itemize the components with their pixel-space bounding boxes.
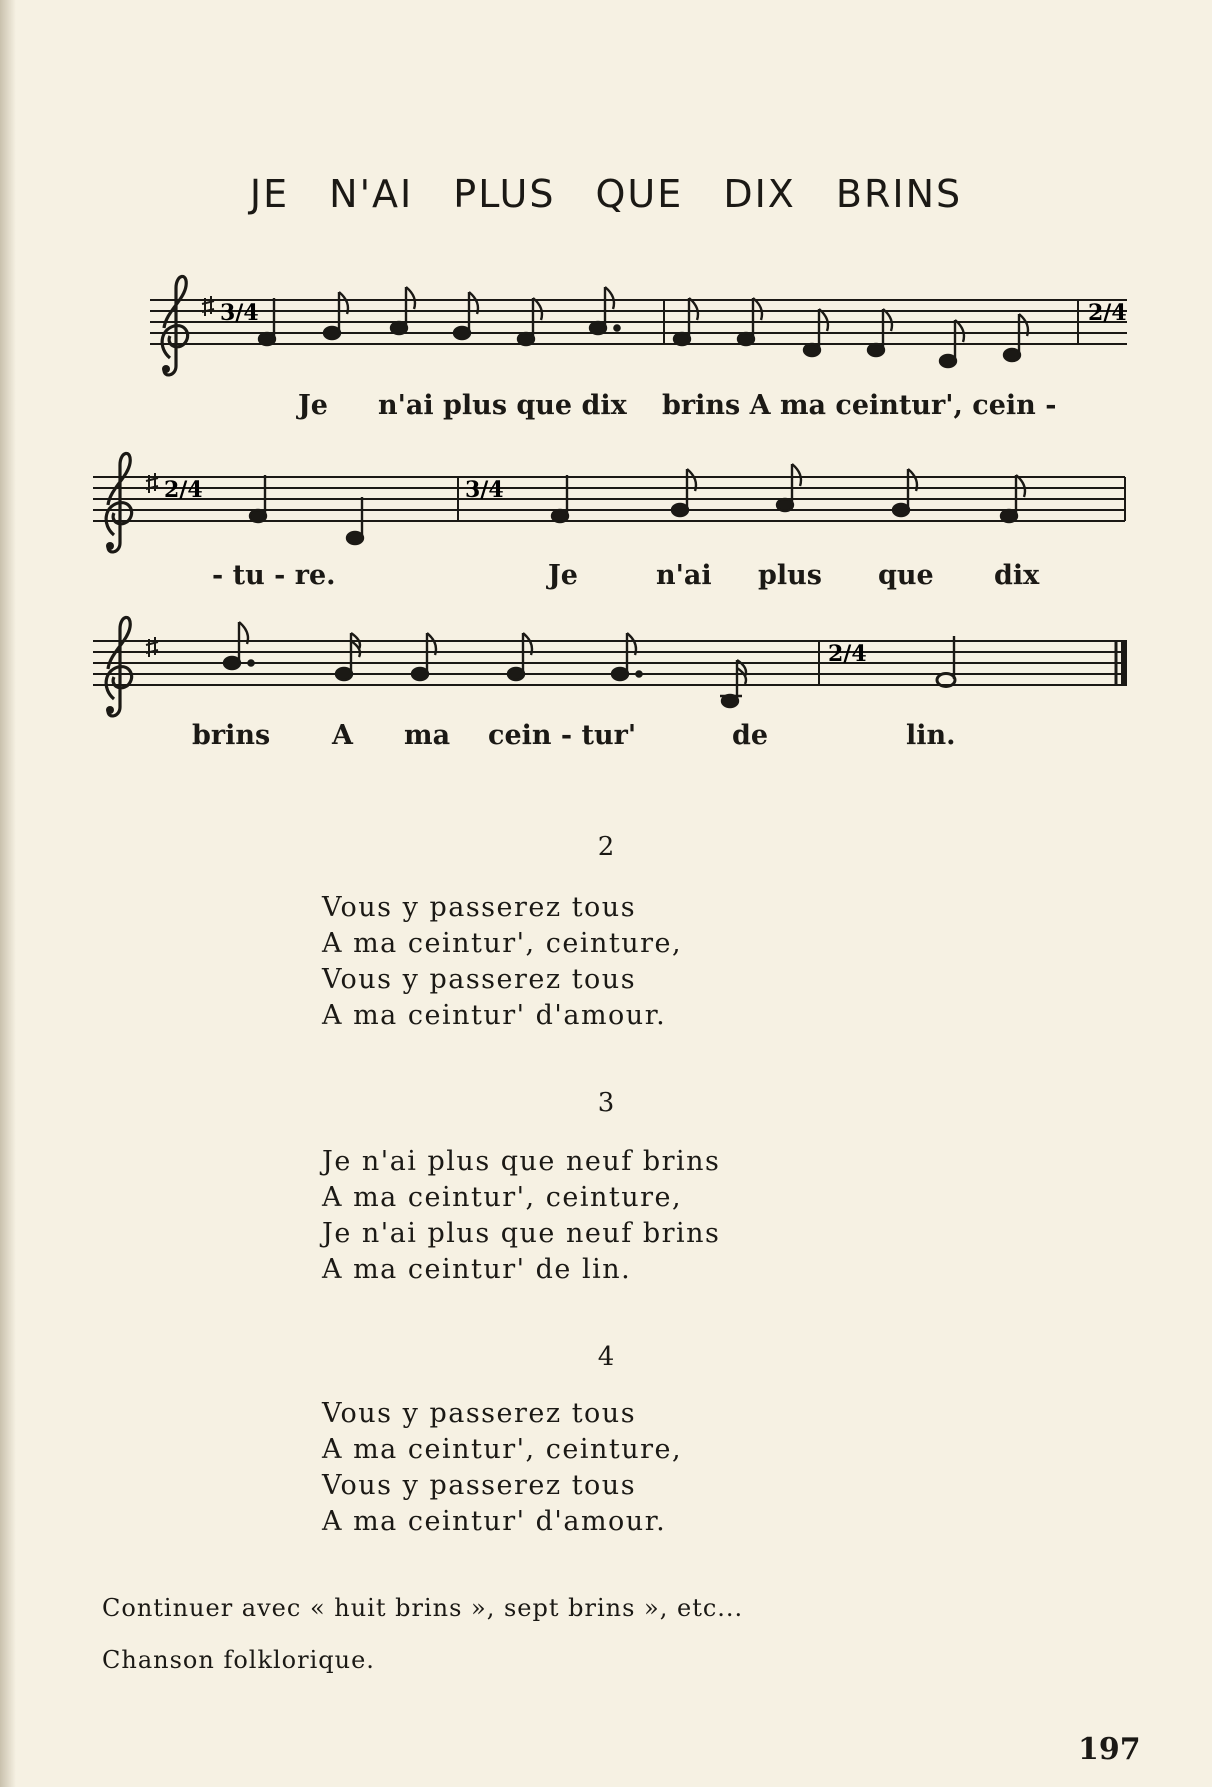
source-credit: Chanson folklorique. bbox=[102, 1646, 375, 1674]
lyric-syllable: que bbox=[878, 560, 934, 591]
treble-clef-icon bbox=[162, 276, 188, 374]
time-signature: 2/4 bbox=[1088, 300, 1127, 326]
lyric-syllable: ma bbox=[404, 720, 451, 751]
verse-line: A ma ceintur' d'amour. bbox=[322, 1000, 667, 1031]
lyric-syllable: brins A ma ceintur', cein - bbox=[662, 390, 1057, 421]
verse-number: 4 bbox=[597, 1342, 615, 1372]
lyric-syllable: brins bbox=[192, 720, 271, 751]
verse-number: 2 bbox=[597, 832, 615, 862]
lyric-syllable: n'ai bbox=[656, 560, 712, 591]
verse-line: Vous y passerez tous bbox=[322, 1470, 637, 1501]
verse-line: Vous y passerez tous bbox=[322, 1398, 637, 1429]
staff-system-2 bbox=[93, 453, 1125, 551]
lyric-syllable: dix bbox=[994, 560, 1040, 591]
lyric-syllable: plus bbox=[758, 560, 822, 591]
lyric-syllable: lin. bbox=[906, 720, 956, 751]
verse-line: A ma ceintur', ceinture, bbox=[322, 1182, 683, 1213]
time-signature: 2/4 bbox=[164, 477, 203, 503]
verse-line: Vous y passerez tous bbox=[322, 892, 637, 923]
verse-line: A ma ceintur', ceinture, bbox=[322, 1434, 683, 1465]
staff-system-3 bbox=[93, 617, 1127, 715]
verse-line: Je n'ai plus que neuf brins bbox=[322, 1218, 721, 1249]
lyric-syllable: Je bbox=[548, 560, 578, 591]
lyric-syllable: - tu - re. bbox=[212, 560, 336, 591]
treble-clef-icon bbox=[106, 453, 132, 551]
verse-line: A ma ceintur' de lin. bbox=[322, 1254, 632, 1285]
lyric-syllable: A bbox=[332, 720, 353, 751]
staff-system-1 bbox=[150, 276, 1127, 374]
lyric-syllable: Je bbox=[298, 390, 328, 421]
lyric-syllable: de bbox=[732, 720, 769, 751]
lyric-syllable: cein - tur' bbox=[488, 720, 637, 751]
lyric-syllable: n'ai plus que dix bbox=[378, 390, 627, 421]
time-signature: 3/4 bbox=[465, 477, 504, 503]
verse-line: Vous y passerez tous bbox=[322, 964, 637, 995]
time-signature: 3/4 bbox=[220, 300, 259, 326]
page-number: 197 bbox=[1078, 1732, 1141, 1767]
song-title: JE N'AI PLUS QUE DIX BRINS bbox=[249, 172, 963, 216]
verse-line: A ma ceintur' d'amour. bbox=[322, 1506, 667, 1537]
time-signature: 2/4 bbox=[828, 641, 867, 667]
continuation-note: Continuer avec « huit brins », sept brins », etc... bbox=[102, 1594, 744, 1622]
verse-line: A ma ceintur', ceinture, bbox=[322, 928, 683, 959]
treble-clef-icon bbox=[106, 617, 132, 715]
verse-line: Je n'ai plus que neuf brins bbox=[322, 1146, 721, 1177]
verse-number: 3 bbox=[597, 1088, 615, 1118]
